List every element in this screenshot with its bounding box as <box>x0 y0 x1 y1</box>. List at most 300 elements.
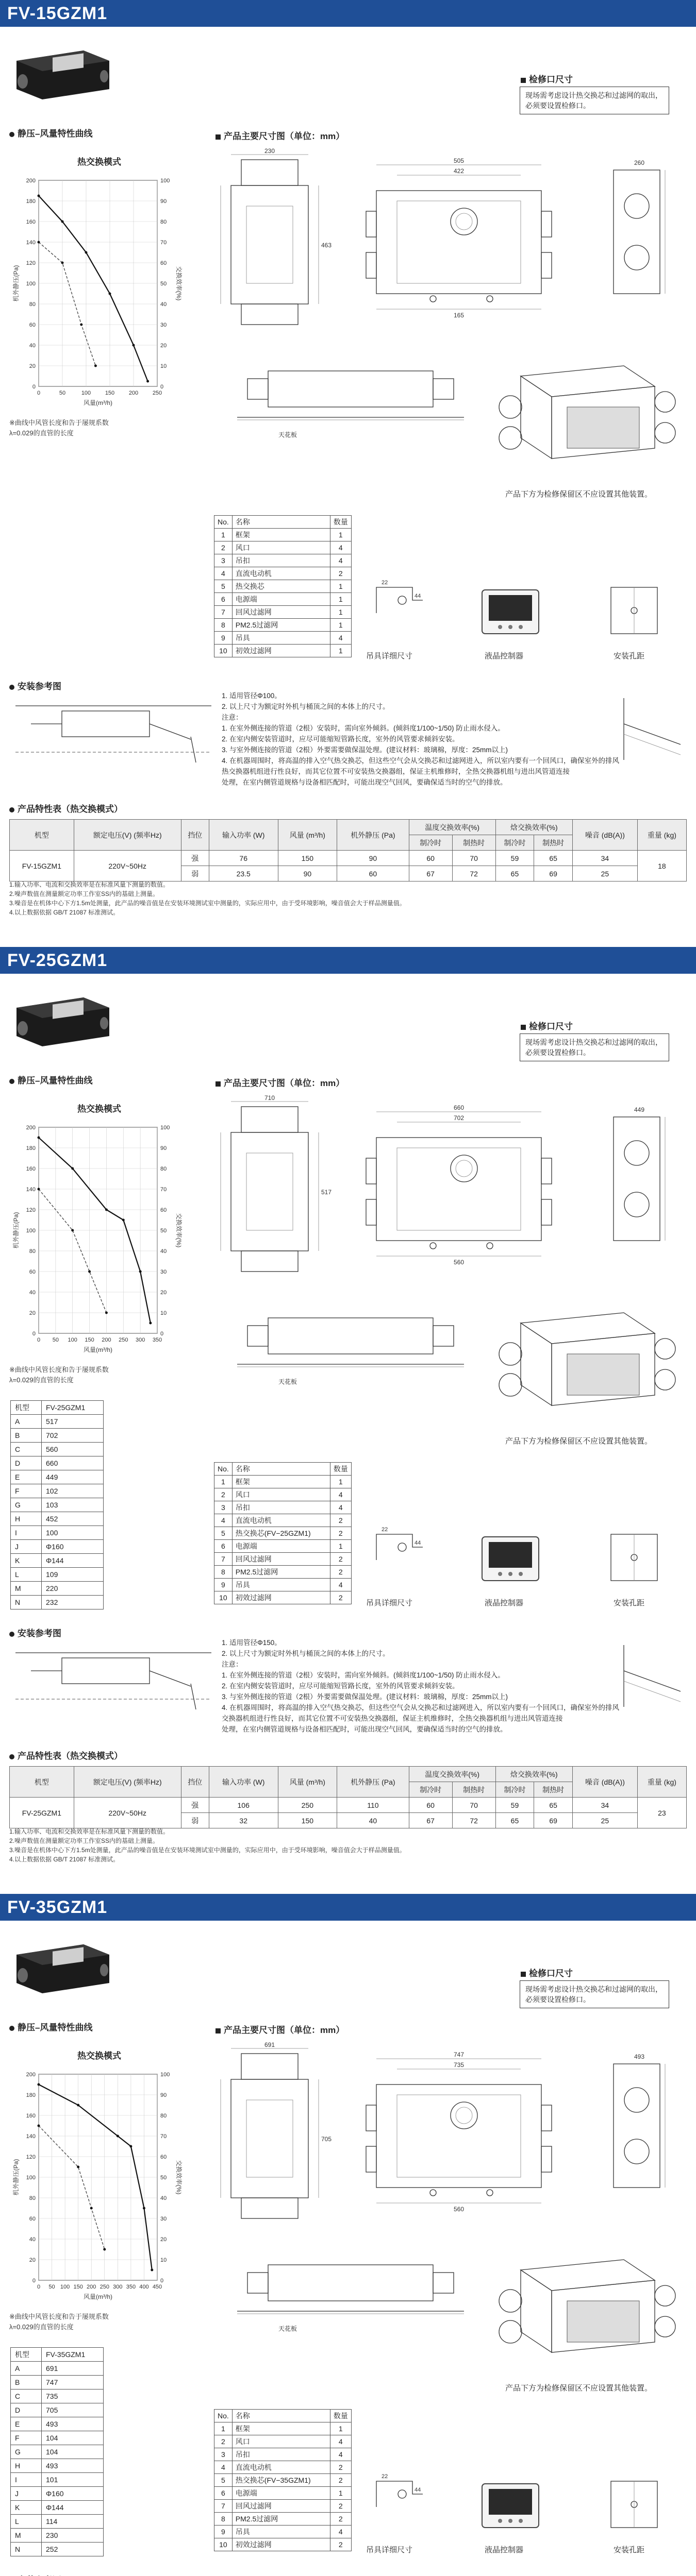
install-note-line: 注意： <box>222 1660 243 1668</box>
parts-row <box>214 606 352 619</box>
dimension-value-a: 691 <box>264 2041 275 2048</box>
dimension-value-g: 22 <box>382 1527 388 1533</box>
y-tick-label: 60 <box>29 322 36 328</box>
y2-tick-label: 60 <box>160 260 167 266</box>
y2-axis-label: 交换效率(%) <box>175 2160 183 2195</box>
x-tick-label: 50 <box>48 2284 55 2290</box>
dim-table-row <box>11 1456 104 1470</box>
product-section-3 <box>0 1894 696 2576</box>
dim-table-cell: 252 <box>42 2543 104 2556</box>
parts-cell: 4 <box>330 2526 351 2538</box>
x-tick-label: 200 <box>128 390 139 396</box>
spec-cell: 温度交换效率(%) <box>409 1767 495 1782</box>
parts-row <box>214 1501 352 1514</box>
dimension-value-e: 260 <box>634 159 645 166</box>
curve-note-2: λ=0.029的直管的长度 <box>9 2323 74 2331</box>
dim-table-cell: E <box>11 1470 42 1484</box>
data-point <box>61 262 64 264</box>
data-point <box>146 380 149 383</box>
hole-label: 安装孔距 <box>614 1599 645 1607</box>
spec-table <box>9 819 687 882</box>
y-tick-label: 200 <box>26 2072 36 2078</box>
parts-row <box>214 2461 352 2474</box>
spec-cell: 23.5 <box>209 866 278 882</box>
dims-title: 产品主要尺寸图（单位：mm） <box>216 1076 344 1089</box>
y2-tick-label: 70 <box>160 240 167 246</box>
dim-table-row <box>11 1582 104 1596</box>
spec-cell: 强 <box>181 851 209 866</box>
dim-table-cell: 109 <box>42 1568 104 1582</box>
spec-cell: 65 <box>534 1798 573 1813</box>
dim-table-row <box>11 2389 104 2403</box>
x-tick-label: 200 <box>102 1337 111 1343</box>
dim-table-cell: Φ160 <box>42 1540 104 1554</box>
hole-label: 安装孔距 <box>614 652 645 660</box>
parts-row <box>214 541 352 554</box>
parts-cell: 电源端 <box>232 2487 330 2500</box>
spec-cell: 制冷时 <box>409 1782 452 1798</box>
install-note-line: 2. 以上尺寸为额定时外机与桶顶之间的本体上的尺寸。 <box>222 703 390 710</box>
y-tick-label: 180 <box>26 1145 36 1151</box>
parts-cell: 风口 <box>232 2435 330 2448</box>
spec-cell: 输入功率 (W) <box>209 820 278 851</box>
y2-tick-label: 80 <box>160 219 167 225</box>
parts-table <box>214 515 352 657</box>
parts-cell: 框架 <box>232 529 330 541</box>
x-tick-label: 300 <box>113 2284 123 2290</box>
dim-table-cell: N <box>11 2543 42 2556</box>
spec-cell: 40 <box>337 1813 409 1828</box>
parts-row <box>214 1540 352 1553</box>
y2-tick-label: 100 <box>160 1125 170 1131</box>
dim-table-row <box>11 2376 104 2389</box>
spec-cell: 弱 <box>181 1813 209 1828</box>
dim-table-row <box>11 1596 104 1609</box>
x-tick-label: 250 <box>100 2284 109 2290</box>
dim-table-row <box>11 2445 104 2459</box>
dim-table-row <box>11 1540 104 1554</box>
dimension-drawing-front <box>216 2043 344 2229</box>
install-diagram-left <box>15 1642 211 1715</box>
spec-cell: 69 <box>534 866 573 882</box>
x-tick-label: 100 <box>81 390 91 396</box>
y2-tick-label: 0 <box>160 1331 164 1337</box>
dim-table-cell: I <box>11 1526 42 1540</box>
parts-cell: PM2.5过滤网 <box>232 619 330 632</box>
parts-cell: 2 <box>330 2461 351 2474</box>
parts-cell: 5 <box>214 2474 233 2487</box>
spec-note-line: 4.以上数据依据 GB/T 21087 标准测试。 <box>9 909 120 916</box>
y-tick-label: 0 <box>32 1331 36 1337</box>
parts-row <box>214 2448 352 2461</box>
spec-cell: 噪音 (dB(A)) <box>572 1767 637 1798</box>
install-note-line: 注意： <box>222 714 243 721</box>
parts-header-qty: 数量 <box>330 2410 351 2422</box>
spec-cell: 重量 (kg) <box>637 1767 686 1798</box>
dim-table-cell: 232 <box>42 1596 104 1609</box>
dim-table-cell: D <box>11 2403 42 2417</box>
dimension-drawing-side <box>603 2043 670 2213</box>
install-note-line: 2. 以上尺寸为额定时外机与桶顶之间的本体上的尺寸。 <box>222 1650 390 1657</box>
ceiling-label: 天花板 <box>278 2325 297 2332</box>
dim-table-row <box>11 1429 104 1443</box>
y-axis-label: 机外静压(Pa) <box>12 2159 20 2196</box>
spec-cell: 60 <box>409 851 452 866</box>
spec-cell: 机型 <box>10 820 74 851</box>
dim-table-cell: K <box>11 1554 42 1568</box>
dimension-value-d: 702 <box>454 1114 465 1122</box>
parts-cell: 10 <box>214 645 233 657</box>
spec-cell: 输入功率 (W) <box>209 1767 278 1798</box>
inspection-opening-drawing <box>490 1302 670 1431</box>
dim-table-row <box>11 1512 104 1526</box>
dim-table-cell: 660 <box>42 1456 104 1470</box>
spec-cell: 106 <box>209 1798 278 1813</box>
y-tick-label: 60 <box>29 1269 36 1275</box>
dimension-value-f: 165 <box>454 312 465 319</box>
parts-header-qty: 数量 <box>330 1463 351 1476</box>
parts-cell: 4 <box>214 1514 233 1527</box>
y2-tick-label: 80 <box>160 2113 167 2119</box>
spec-cell: 25 <box>572 1813 637 1828</box>
spec-notes <box>9 1827 406 1864</box>
spec-cell: 制冷时 <box>409 835 452 851</box>
dim-table-cell: 702 <box>42 1429 104 1443</box>
heat-mode-label: 热交换模式 <box>77 157 121 167</box>
y2-tick-label: 30 <box>160 1269 167 1275</box>
parts-cell: 6 <box>214 593 233 606</box>
spec-cell: 59 <box>495 1798 534 1813</box>
x-tick-label: 350 <box>126 2284 136 2290</box>
data-point <box>151 2269 153 2272</box>
lcd-controller-image <box>479 2481 541 2533</box>
dim-table-cell: 493 <box>42 2417 104 2431</box>
dim-table-row <box>11 2529 104 2543</box>
model-title: FV-25GZM1 <box>7 951 108 970</box>
inspect-title: 检修口尺寸 <box>521 72 573 85</box>
hole-label: 安装孔距 <box>614 2546 645 2554</box>
y-tick-label: 60 <box>29 2216 36 2222</box>
parts-header-name: 名称 <box>232 2410 330 2422</box>
parts-cell: 1 <box>330 619 351 632</box>
spec-cell: 70 <box>452 851 495 866</box>
dim-table-row <box>11 2417 104 2431</box>
y-tick-label: 140 <box>26 1187 36 1193</box>
data-point <box>122 1219 125 1222</box>
data-point <box>139 1270 142 1273</box>
dimension-value-b: 660 <box>454 1104 465 1111</box>
parts-row <box>214 619 352 632</box>
dimension-value-f: 560 <box>454 1259 465 1266</box>
data-point <box>38 1188 40 1191</box>
dim-table-cell: Φ144 <box>42 1554 104 1568</box>
spec-title: 产品特性表（热交换模式） <box>9 802 123 815</box>
dim-table-cell: 103 <box>42 1498 104 1512</box>
parts-cell: 6 <box>214 1540 233 1553</box>
y2-tick-label: 70 <box>160 2133 167 2140</box>
parts-cell: 4 <box>330 1501 351 1514</box>
y-tick-label: 200 <box>26 1125 36 1131</box>
parts-cell: 1 <box>330 593 351 606</box>
parts-cell: 热交换芯(FV−35GZM1) <box>232 2474 330 2487</box>
spec-cell: 65 <box>534 851 573 866</box>
parts-cell: 直流电动机 <box>232 567 330 580</box>
install-diagram-right <box>619 693 691 765</box>
dimension-value-g: 22 <box>382 580 388 586</box>
dim-table-cell: 230 <box>42 2529 104 2543</box>
x-tick-label: 400 <box>139 2284 149 2290</box>
inspect-text-2: 必须要设置检修口。 <box>525 101 590 110</box>
hanger-label: 吊具详细尺寸 <box>366 2546 413 2554</box>
y2-tick-label: 40 <box>160 1248 167 1255</box>
parts-row <box>214 2422 352 2435</box>
y2-tick-label: 50 <box>160 1228 167 1234</box>
parts-cell: 8 <box>214 619 233 632</box>
inspect-note: 产品下方为检修保留区不应设置其他装置。 <box>505 2384 653 2393</box>
parts-row <box>214 2538 352 2551</box>
parts-cell: 吊具 <box>232 2526 330 2538</box>
parts-cell: 初效过滤网 <box>232 1591 330 1604</box>
y2-tick-label: 10 <box>160 363 167 369</box>
x-tick-label: 50 <box>52 1337 59 1343</box>
parts-cell: 9 <box>214 632 233 645</box>
dim-table-cell: H <box>11 1512 42 1526</box>
data-point <box>88 1270 91 1273</box>
dimension-drawing-bottom <box>237 2249 464 2327</box>
dim-table-row <box>11 1498 104 1512</box>
dimension-drawing-top <box>356 1091 572 1282</box>
y2-tick-label: 40 <box>160 301 167 308</box>
dimension-code-table <box>10 1400 104 1609</box>
install-note-line: 4. 在机器周围时，将高温的排入空气热交换芯，但这些空气会从交换芯和过滤网进入，所以室内要有一个回风口，确保室外的排风 <box>222 757 620 765</box>
install-note-line: 4. 在机器周围时，将高温的排入空气热交换芯，但这些空气会从交换芯和过滤网进入，所以室内要有一个回风口，确保室外的排风 <box>222 1704 620 1711</box>
parts-cell: 吊扣 <box>232 554 330 567</box>
dimension-value-a: 230 <box>264 147 275 155</box>
lcd-controller-image <box>479 587 541 639</box>
parts-cell: 8 <box>214 1566 233 1579</box>
lcd-label: 液晶控制器 <box>485 1599 524 1607</box>
parts-cell: 初效过滤网 <box>232 2538 330 2551</box>
model-title: FV-15GZM1 <box>7 4 108 23</box>
inspect-box <box>520 1033 669 1061</box>
spec-cell: 额定电压(V) (频率Hz) <box>74 1767 181 1798</box>
dimension-value-c: 517 <box>321 1189 332 1196</box>
dimension-value-c: 463 <box>321 242 332 249</box>
parts-cell: 2 <box>330 1553 351 1566</box>
dim-table-row <box>11 2543 104 2556</box>
install-notes <box>222 690 619 788</box>
dimension-drawing-side <box>603 1096 670 1266</box>
dim-table-row <box>11 1415 104 1429</box>
spec-cell: 噪音 (dB(A)) <box>572 820 637 851</box>
dimension-value-d: 735 <box>454 2061 465 2069</box>
inspect-text-2: 必须要设置检修口。 <box>525 1995 590 2004</box>
parts-cell: 电源端 <box>232 593 330 606</box>
inspect-title: 检修口尺寸 <box>521 1019 573 1032</box>
curve-note-1: ※曲线中风管长度和告于屡规系数 <box>9 419 109 427</box>
dim-table-cell: F <box>11 2431 42 2445</box>
parts-row <box>214 1476 352 1488</box>
dim-table-cell: N <box>11 1596 42 1609</box>
y-tick-label: 20 <box>29 1310 36 1316</box>
spec-cell: 69 <box>534 1813 573 1828</box>
dimension-value-g: 22 <box>382 2473 388 2480</box>
parts-cell: 2 <box>214 541 233 554</box>
spec-cell: 风量 (m³/h) <box>278 1767 337 1798</box>
install-note-line: 3. 与室外侧连接的管道（2根）外要需要做保温处理。(建议材料：玻璃棉，厚度：25mm以上) <box>222 1693 508 1701</box>
parts-cell: 4 <box>214 2461 233 2474</box>
parts-cell: 2 <box>330 1514 351 1527</box>
parts-cell: 4 <box>330 554 351 567</box>
model-title: FV-35GZM1 <box>7 1897 108 1917</box>
x-tick-label: 350 <box>152 1337 162 1343</box>
spec-row <box>10 851 687 866</box>
dim-table-cell: G <box>11 2445 42 2459</box>
y-tick-label: 100 <box>26 1228 36 1234</box>
data-point <box>38 2125 40 2127</box>
data-point <box>71 1229 74 1232</box>
data-point <box>71 1167 74 1170</box>
spec-cell: 25 <box>572 866 637 882</box>
parts-header-name: 名称 <box>232 516 330 529</box>
parts-cell: 1 <box>330 1540 351 1553</box>
series-line-1 <box>39 196 148 381</box>
parts-cell: 4 <box>330 632 351 645</box>
x-axis-label: 风量(m³/h) <box>84 1346 112 1353</box>
x-tick-label: 150 <box>105 390 115 396</box>
y2-tick-label: 60 <box>160 2154 167 2160</box>
y2-tick-label: 30 <box>160 322 167 328</box>
dim-table-row <box>11 2403 104 2417</box>
parts-row <box>214 2487 352 2500</box>
y-tick-label: 40 <box>29 1290 36 1296</box>
parts-cell: 2 <box>330 2538 351 2551</box>
parts-row <box>214 2500 352 2513</box>
spec-note-line: 3.噪音是在机体中心下方1.5m处测量，此产品的噪音值是在安装环境测试室中测量的，实际应用中，由于受环境影响，噪音值会大于样品测量值。 <box>9 1846 406 1854</box>
install-title: 安装参考图 <box>9 679 61 692</box>
dim-table-cell: 100 <box>42 1526 104 1540</box>
y-tick-label: 180 <box>26 198 36 205</box>
dim-table-cell: 104 <box>42 2431 104 2445</box>
dim-table-header: 机型 <box>11 2348 42 2362</box>
parts-row <box>214 2474 352 2487</box>
y2-tick-label: 90 <box>160 2092 167 2098</box>
y2-tick-label: 20 <box>160 1290 167 1296</box>
y-tick-label: 100 <box>26 2175 36 2181</box>
dim-table-row <box>11 1526 104 1540</box>
data-point <box>80 324 82 326</box>
dim-table-cell: J <box>11 1540 42 1554</box>
hanger-label: 吊具详细尺寸 <box>366 1599 413 1607</box>
y2-tick-label: 80 <box>160 1166 167 1172</box>
dim-table-row <box>11 1568 104 1582</box>
parts-cell: 10 <box>214 2538 233 2551</box>
product-section-2 <box>0 947 696 1894</box>
spec-note-line: 2.噪声数值在测量额定功率工作室SS内的基础上测量。 <box>9 1837 159 1844</box>
spec-cell: 250 <box>278 1798 337 1813</box>
parts-cell: 4 <box>214 567 233 580</box>
spec-cell: 70 <box>452 1798 495 1813</box>
y2-tick-label: 40 <box>160 2195 167 2201</box>
curve-note-1: ※曲线中风管长度和告于屡规系数 <box>9 2313 109 2320</box>
data-point <box>105 1312 108 1314</box>
y2-tick-label: 0 <box>160 2278 164 2284</box>
y-tick-label: 120 <box>26 260 36 266</box>
y-tick-label: 80 <box>29 1248 36 1255</box>
y2-tick-label: 20 <box>160 2236 167 2243</box>
mounting-hole-drawing <box>603 582 665 639</box>
parts-cell: PM2.5过滤网 <box>232 2513 330 2526</box>
dim-table-row <box>11 2362 104 2376</box>
y-tick-label: 40 <box>29 2236 36 2243</box>
parts-cell: 吊扣 <box>232 2448 330 2461</box>
hanger-detail-drawing <box>371 2471 433 2517</box>
parts-cell: 2 <box>330 2474 351 2487</box>
parts-cell: 1 <box>330 606 351 619</box>
curve-title: 静压–风量特性曲线 <box>9 2020 92 2033</box>
y2-tick-label: 30 <box>160 2216 167 2222</box>
parts-header-no: No. <box>214 2410 233 2422</box>
dimension-drawing-side <box>603 149 670 319</box>
parts-cell: 1 <box>330 529 351 541</box>
lcd-label: 液晶控制器 <box>485 652 524 660</box>
dim-table-cell: B <box>11 2376 42 2389</box>
spec-cell: FV-25GZM1 <box>10 1798 74 1828</box>
parts-row <box>214 529 352 541</box>
x-tick-label: 150 <box>85 1337 94 1343</box>
dim-table-cell: C <box>11 1443 42 1456</box>
dim-table-header: 机型 <box>11 1401 42 1415</box>
spec-cell: 150 <box>278 1813 337 1828</box>
hanger-detail-drawing <box>371 1524 433 1570</box>
spec-note-line: 1.输入功率、电流和交换效率是在标准风量下测量的数值。 <box>9 1828 170 1835</box>
spec-cell: 强 <box>181 1798 209 1813</box>
data-point <box>105 1209 108 1211</box>
dimension-value-d: 422 <box>454 167 465 175</box>
dim-table-cell: Φ160 <box>42 2487 104 2501</box>
data-point <box>77 2166 79 2168</box>
inspect-text-2: 必须要设置检修口。 <box>525 1048 590 1057</box>
data-point <box>38 1137 40 1139</box>
y-tick-label: 0 <box>32 384 36 390</box>
parts-cell: 2 <box>330 1566 351 1579</box>
parts-cell: 热交换芯(FV−25GZM1) <box>232 1527 330 1540</box>
inspect-text-1: 现场需考虑设计热交换芯和过滤网的取出， <box>525 1985 662 1993</box>
y-tick-label: 120 <box>26 1207 36 1213</box>
install-diagram-left <box>15 696 211 768</box>
dim-table-cell: 114 <box>42 2515 104 2529</box>
spec-cell: 焓交换效率(%) <box>495 1767 572 1782</box>
y2-tick-label: 50 <box>160 2175 167 2181</box>
parts-row <box>214 1553 352 1566</box>
dimension-drawing-front <box>216 1096 344 1282</box>
install-note-line: 1. 在室外侧连接的管道（2根）安装时，需向室外倾斜。(倾斜度1/100~1/50) 防止雨水侵入。 <box>222 1671 505 1679</box>
install-note-line: 2. 在室内侧安装管道时，应尽可能缩短管路长度，室外的风管要求倾斜安装。 <box>222 735 459 743</box>
x-tick-label: 250 <box>152 390 162 396</box>
y-tick-label: 0 <box>32 2278 36 2284</box>
parts-cell: 4 <box>330 1579 351 1591</box>
install-note-line: 交换器机组进行性良好，而其它位置不可安装热交换器组，保证主机维修时，全热交换器机组与进出风管道连接 <box>222 1715 563 1722</box>
x-tick-label: 50 <box>59 390 66 396</box>
install-note-line: 热交换器机组进行性良好，而其它位置不可安装热交换器组，保证主机维修时，全热交换器机组与进出风管道连接 <box>222 768 570 775</box>
parts-cell: 1 <box>330 645 351 657</box>
parts-cell: 7 <box>214 606 233 619</box>
spec-cell: 制热时 <box>452 835 495 851</box>
x-tick-label: 300 <box>135 1337 145 1343</box>
dim-table-cell: M <box>11 1582 42 1596</box>
dimension-value-e: 493 <box>634 2053 645 2060</box>
dim-table-cell: Φ144 <box>42 2501 104 2515</box>
